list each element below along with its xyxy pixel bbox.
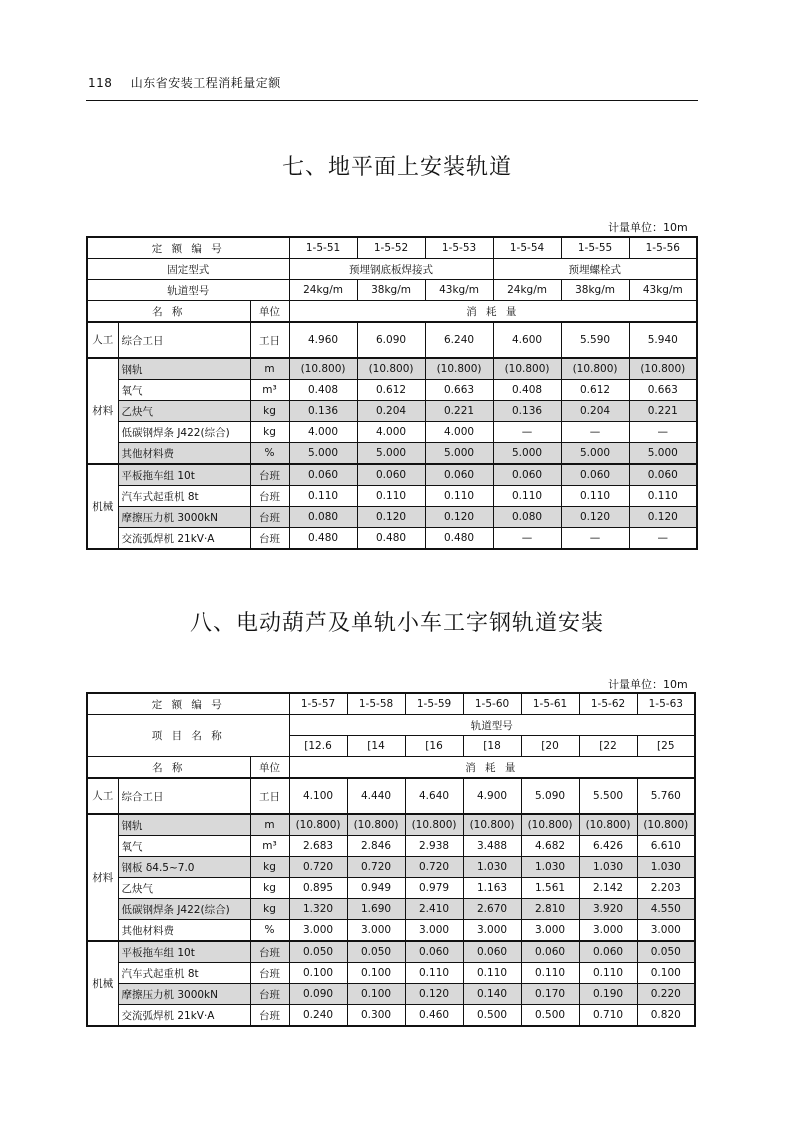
material-value: (10.800) [629, 358, 697, 380]
machine-category: 机械 [87, 941, 118, 1026]
machine-value: 0.110 [425, 486, 493, 507]
code-label: 定 额 编 号 [87, 237, 289, 259]
labor-value: 4.600 [493, 322, 561, 358]
material-value: 5.000 [493, 443, 561, 465]
material-value: 6.610 [637, 836, 695, 857]
material-unit: kg [250, 857, 289, 878]
material-value: 1.030 [637, 857, 695, 878]
machine-value: 0.110 [289, 486, 357, 507]
machine-value: 0.100 [347, 984, 405, 1005]
consumption-label: 消 耗 量 [289, 301, 697, 323]
machine-value: 0.110 [629, 486, 697, 507]
fix-type-cell: 预埋钢底板焊接式 [289, 259, 493, 280]
rail-type-label: 轨道型号 [87, 280, 289, 301]
material-value: 1.030 [579, 857, 637, 878]
machine-value: 0.060 [521, 941, 579, 963]
material-value: 0.663 [629, 380, 697, 401]
machine-unit: 台班 [250, 963, 289, 984]
machine-value: 0.100 [289, 963, 347, 984]
material-value: (10.800) [521, 814, 579, 836]
machine-value: 0.060 [463, 941, 521, 963]
code-cell: 1-5-57 [289, 693, 347, 715]
material-value: (10.800) [561, 358, 629, 380]
material-value: (10.800) [579, 814, 637, 836]
machine-value: 0.190 [579, 984, 637, 1005]
machine-unit: 台班 [250, 486, 289, 507]
material-value: (10.800) [493, 358, 561, 380]
section1-title: 七、地平面上安装轨道 [281, 155, 512, 180]
material-name: 氧气 [118, 380, 250, 401]
material-value: 0.612 [561, 380, 629, 401]
material-value: (10.800) [405, 814, 463, 836]
machine-value: 0.050 [637, 941, 695, 963]
material-value: — [561, 422, 629, 443]
material-value: 3.488 [463, 836, 521, 857]
material-name: 乙炔气 [118, 878, 250, 899]
machine-value: — [493, 528, 561, 550]
material-value: 1.561 [521, 878, 579, 899]
material-value: 2.670 [463, 899, 521, 920]
unit-label: 单位 [250, 301, 289, 323]
labor-name: 综合工日 [118, 778, 250, 814]
material-value: 1.163 [463, 878, 521, 899]
material-value: 2.810 [521, 899, 579, 920]
labor-value: 6.090 [357, 322, 425, 358]
labor-value: 6.240 [425, 322, 493, 358]
machine-value: 0.120 [561, 507, 629, 528]
machine-value: 0.050 [347, 941, 405, 963]
material-value: 6.426 [579, 836, 637, 857]
code-cell: 1-5-60 [463, 693, 521, 715]
rail-cell: [25 [637, 736, 695, 757]
rail-cell: [22 [579, 736, 637, 757]
code-cell: 1-5-63 [637, 693, 695, 715]
code-cell: 1-5-61 [521, 693, 579, 715]
machine-value: 0.120 [425, 507, 493, 528]
machine-value: 0.060 [289, 464, 357, 486]
labor-value: 4.100 [289, 778, 347, 814]
machine-value: 0.100 [637, 963, 695, 984]
material-value: 4.000 [425, 422, 493, 443]
machine-value: 0.300 [347, 1005, 405, 1027]
material-value: 0.949 [347, 878, 405, 899]
material-value: (10.800) [463, 814, 521, 836]
material-value: (10.800) [289, 358, 357, 380]
labor-value: 4.440 [347, 778, 405, 814]
material-value: 3.000 [579, 920, 637, 942]
machine-value: — [561, 528, 629, 550]
machine-value: 0.120 [357, 507, 425, 528]
consumption-label: 消 耗 量 [289, 757, 695, 779]
labor-value: 4.900 [463, 778, 521, 814]
rail-cell: [14 [347, 736, 405, 757]
machine-value: 0.480 [289, 528, 357, 550]
machine-value: 0.060 [405, 941, 463, 963]
machine-value: 0.080 [289, 507, 357, 528]
machine-unit: 台班 [250, 984, 289, 1005]
code-cell: 1-5-54 [493, 237, 561, 259]
machine-value: 0.110 [579, 963, 637, 984]
material-value: (10.800) [425, 358, 493, 380]
material-value: 0.221 [425, 401, 493, 422]
machine-value: 0.500 [463, 1005, 521, 1027]
material-unit: kg [250, 401, 289, 422]
code-cell: 1-5-56 [629, 237, 697, 259]
machine-name: 交流弧焊机 21kV·A [118, 1005, 250, 1027]
page-header [88, 74, 281, 91]
machine-unit: 台班 [250, 507, 289, 528]
material-value: 2.938 [405, 836, 463, 857]
rail-cell: [18 [463, 736, 521, 757]
material-value: 1.030 [521, 857, 579, 878]
section2-table [86, 692, 696, 1027]
material-value: 5.000 [561, 443, 629, 465]
material-value: 3.000 [289, 920, 347, 942]
fix-type-cell: 预埋螺栓式 [493, 259, 697, 280]
material-value: 2.203 [637, 878, 695, 899]
rail-cell: [20 [521, 736, 579, 757]
machine-value: 0.480 [425, 528, 493, 550]
material-value: 0.136 [289, 401, 357, 422]
material-name: 其他材料费 [118, 443, 250, 465]
machine-value: 0.140 [463, 984, 521, 1005]
rail-cell: [12.6 [289, 736, 347, 757]
material-value: 4.682 [521, 836, 579, 857]
machine-value: 0.090 [289, 984, 347, 1005]
name-label: 名 称 [87, 757, 250, 779]
machine-unit: 台班 [250, 1005, 289, 1027]
material-name: 低碳钢焊条 J422(综合) [118, 899, 250, 920]
rail-cell: 24kg/m [493, 280, 561, 301]
machine-value: 0.820 [637, 1005, 695, 1027]
material-unit: m³ [250, 836, 289, 857]
machine-value: 0.120 [405, 984, 463, 1005]
machine-value: 0.110 [405, 963, 463, 984]
machine-value: 0.100 [347, 963, 405, 984]
labor-category: 人工 [87, 322, 118, 358]
material-name: 钢板 δ4.5~7.0 [118, 857, 250, 878]
machine-unit: 台班 [250, 528, 289, 550]
material-unit: m [250, 358, 289, 380]
material-name: 钢轨 [118, 358, 250, 380]
machine-value: 0.060 [493, 464, 561, 486]
material-value: 0.720 [405, 857, 463, 878]
section1-table [86, 236, 698, 550]
rail-cell: [16 [405, 736, 463, 757]
material-value: 0.204 [561, 401, 629, 422]
material-unit: m [250, 814, 289, 836]
code-label: 定 额 编 号 [87, 693, 289, 715]
labor-category: 人工 [87, 778, 118, 814]
item-name-label: 项 目 名 称 [87, 715, 289, 757]
material-name: 其他材料费 [118, 920, 250, 942]
material-value: 0.136 [493, 401, 561, 422]
machine-name: 摩擦压力机 3000kN [118, 507, 250, 528]
labor-value: 5.940 [629, 322, 697, 358]
machine-value: 0.060 [357, 464, 425, 486]
material-value: 3.000 [463, 920, 521, 942]
labor-unit: 工日 [250, 322, 289, 358]
material-value: (10.800) [347, 814, 405, 836]
material-name: 低碳钢焊条 J422(综合) [118, 422, 250, 443]
labor-value: 5.090 [521, 778, 579, 814]
material-value: (10.800) [357, 358, 425, 380]
unit-label: 单位 [250, 757, 289, 779]
material-value: 3.920 [579, 899, 637, 920]
material-value: 5.000 [289, 443, 357, 465]
machine-value: 0.060 [425, 464, 493, 486]
machine-value: 0.080 [493, 507, 561, 528]
material-value: 5.000 [425, 443, 493, 465]
material-value: 3.000 [637, 920, 695, 942]
machine-value: 0.110 [561, 486, 629, 507]
rail-cell: 43kg/m [629, 280, 697, 301]
machine-name: 汽车式起重机 8t [118, 486, 250, 507]
material-name: 氧气 [118, 836, 250, 857]
machine-value: 0.220 [637, 984, 695, 1005]
rail-cell: 38kg/m [357, 280, 425, 301]
labor-value: 4.960 [289, 322, 357, 358]
material-value: 5.000 [357, 443, 425, 465]
material-value: (10.800) [289, 814, 347, 836]
machine-value: 0.240 [289, 1005, 347, 1027]
material-value: 4.000 [289, 422, 357, 443]
material-value: 0.720 [289, 857, 347, 878]
machine-name: 摩擦压力机 3000kN [118, 984, 250, 1005]
material-value: 2.683 [289, 836, 347, 857]
material-value: 1.690 [347, 899, 405, 920]
material-name: 钢轨 [118, 814, 250, 836]
machine-name: 汽车式起重机 8t [118, 963, 250, 984]
material-value: 0.895 [289, 878, 347, 899]
material-value: (10.800) [637, 814, 695, 836]
material-value: 3.000 [521, 920, 579, 942]
code-cell: 1-5-62 [579, 693, 637, 715]
machine-unit: 台班 [250, 941, 289, 963]
material-value: 0.408 [289, 380, 357, 401]
machine-unit: 台班 [250, 464, 289, 486]
material-value: 1.030 [463, 857, 521, 878]
material-value: 0.979 [405, 878, 463, 899]
material-value: 0.408 [493, 380, 561, 401]
material-value: 0.720 [347, 857, 405, 878]
material-value: 0.612 [357, 380, 425, 401]
code-cell: 1-5-51 [289, 237, 357, 259]
labor-value: 5.590 [561, 322, 629, 358]
section2-unit: 计量单位：10m [608, 678, 688, 691]
machine-value: 0.060 [579, 941, 637, 963]
header-rule [86, 100, 698, 101]
fix-type-label: 固定型式 [87, 259, 289, 280]
code-cell: 1-5-58 [347, 693, 405, 715]
material-value: 4.550 [637, 899, 695, 920]
machine-value: 0.170 [521, 984, 579, 1005]
machine-name: 平板拖车组 10t [118, 464, 250, 486]
material-value: — [493, 422, 561, 443]
material-value: 5.000 [629, 443, 697, 465]
material-value: 0.221 [629, 401, 697, 422]
machine-value: 0.460 [405, 1005, 463, 1027]
material-category: 材料 [87, 358, 118, 464]
rail-cell: 24kg/m [289, 280, 357, 301]
machine-value: 0.110 [463, 963, 521, 984]
code-cell: 1-5-52 [357, 237, 425, 259]
rail-cell: 43kg/m [425, 280, 493, 301]
machine-value: 0.500 [521, 1005, 579, 1027]
material-value: 2.846 [347, 836, 405, 857]
labor-value: 5.500 [579, 778, 637, 814]
material-value: 1.320 [289, 899, 347, 920]
material-value: 2.142 [579, 878, 637, 899]
material-value: 3.000 [405, 920, 463, 942]
material-value: 0.204 [357, 401, 425, 422]
material-value: 0.663 [425, 380, 493, 401]
material-unit: m³ [250, 380, 289, 401]
labor-unit: 工日 [250, 778, 289, 814]
book-title: 山东省安装工程消耗量定额 [130, 76, 281, 90]
material-value: 2.410 [405, 899, 463, 920]
material-value: 4.000 [357, 422, 425, 443]
code-cell: 1-5-59 [405, 693, 463, 715]
material-unit: kg [250, 899, 289, 920]
page-number: 118 [88, 76, 113, 90]
rail-type-label: 轨道型号 [289, 715, 695, 736]
material-unit: kg [250, 878, 289, 899]
machine-value: 0.110 [521, 963, 579, 984]
machine-value: 0.110 [493, 486, 561, 507]
code-cell: 1-5-53 [425, 237, 493, 259]
labor-name: 综合工日 [118, 322, 250, 358]
material-value: 3.000 [347, 920, 405, 942]
machine-value: 0.480 [357, 528, 425, 550]
name-label: 名 称 [87, 301, 250, 323]
material-unit: % [250, 920, 289, 942]
labor-value: 4.640 [405, 778, 463, 814]
material-unit: kg [250, 422, 289, 443]
machine-value: 0.060 [561, 464, 629, 486]
labor-value: 5.760 [637, 778, 695, 814]
code-cell: 1-5-55 [561, 237, 629, 259]
machine-name: 交流弧焊机 21kV·A [118, 528, 250, 550]
material-unit: % [250, 443, 289, 465]
section1-unit: 计量单位：10m [608, 221, 688, 234]
machine-value: 0.050 [289, 941, 347, 963]
machine-category: 机械 [87, 464, 118, 549]
material-value: — [629, 422, 697, 443]
material-name: 乙炔气 [118, 401, 250, 422]
machine-value: 0.120 [629, 507, 697, 528]
machine-name: 平板拖车组 10t [118, 941, 250, 963]
machine-value: 0.710 [579, 1005, 637, 1027]
machine-value: 0.110 [357, 486, 425, 507]
section2-title: 八、电动葫芦及单轨小车工字钢轨道安装 [189, 611, 604, 636]
material-category: 材料 [87, 814, 118, 941]
rail-cell: 38kg/m [561, 280, 629, 301]
machine-value: — [629, 528, 697, 550]
machine-value: 0.060 [629, 464, 697, 486]
